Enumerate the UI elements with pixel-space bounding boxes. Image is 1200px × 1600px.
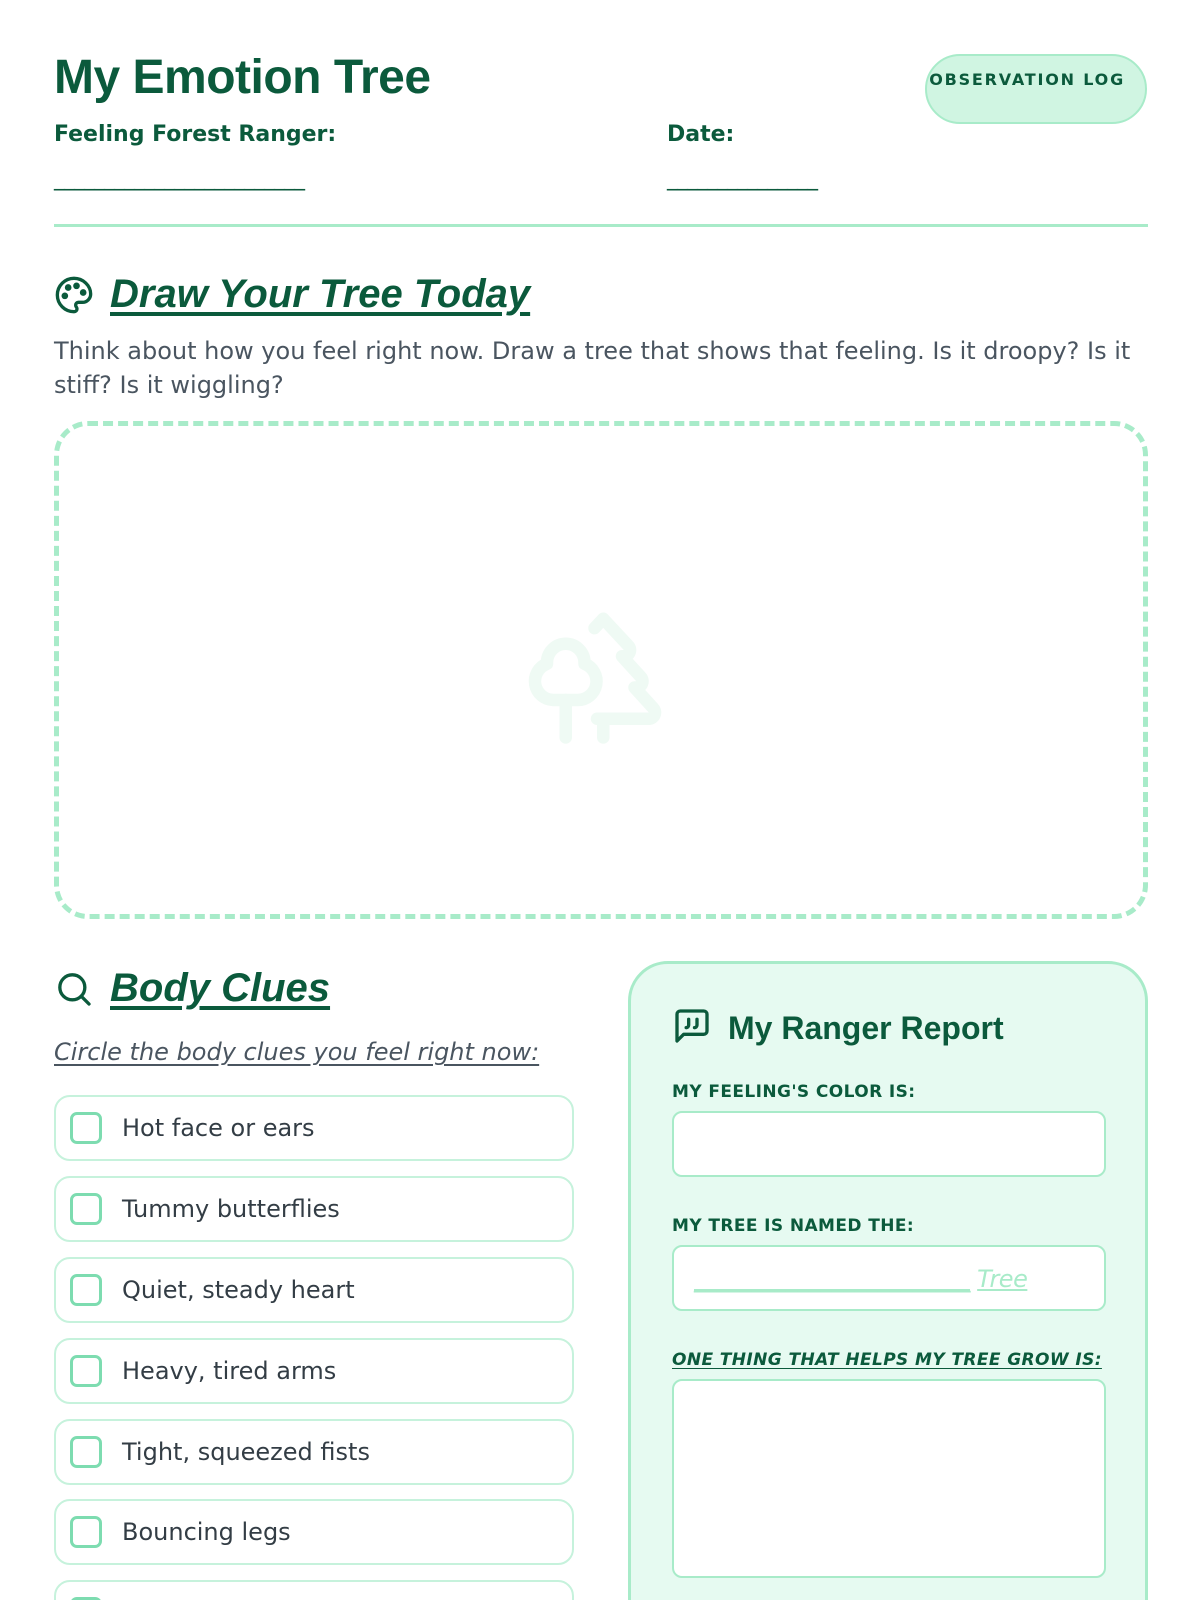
observation-log-badge: OBSERVATION LOG xyxy=(925,54,1147,124)
clue-checkbox[interactable] xyxy=(70,1112,102,1144)
clue-checkbox[interactable] xyxy=(70,1274,102,1306)
body-clue-item[interactable] xyxy=(54,1499,574,1565)
body-clues-heading xyxy=(54,966,330,1011)
draw-section-heading xyxy=(54,272,530,317)
body-clues-subtitle: Circle the body clues you feel right now: xyxy=(54,1038,540,1066)
clue-checkbox[interactable] xyxy=(70,1516,102,1548)
clue-label: Heavy, tired arms xyxy=(122,1357,337,1385)
clue-label: Tummy butterflies xyxy=(122,1195,340,1223)
clue-label: Hot face or ears xyxy=(122,1114,315,1142)
trees-icon xyxy=(522,600,672,754)
clue-label: Tight, squeezed fists xyxy=(122,1438,370,1466)
page-title: My Emotion Tree xyxy=(54,51,431,104)
body-clues-title: Body Clues xyxy=(110,966,331,1010)
date-line[interactable]: _______________ xyxy=(667,166,817,191)
body-clue-item[interactable] xyxy=(54,1095,574,1161)
clue-checkbox[interactable] xyxy=(70,1436,102,1468)
body-clue-item[interactable] xyxy=(54,1338,574,1404)
ranger-name-label: Feeling Forest Ranger: xyxy=(54,122,337,147)
palette-icon xyxy=(54,275,94,315)
header-divider xyxy=(54,224,1148,227)
body-clue-item[interactable] xyxy=(54,1176,574,1242)
clue-label: Quiet, steady heart xyxy=(122,1276,355,1304)
speech-bubble-icon xyxy=(672,1006,712,1050)
feeling-color-label: MY FEELING'S COLOR IS: xyxy=(672,1082,916,1102)
ranger-report-title: My Ranger Report xyxy=(728,1009,1004,1046)
body-clue-item[interactable] xyxy=(54,1419,574,1485)
tree-grow-field[interactable] xyxy=(672,1379,1106,1578)
clue-checkbox[interactable] xyxy=(70,1193,102,1225)
date-label: Date: xyxy=(667,122,735,147)
body-clue-item[interactable] xyxy=(54,1580,574,1600)
feeling-color-field[interactable] xyxy=(672,1111,1106,1177)
clue-checkbox[interactable] xyxy=(70,1355,102,1387)
ranger-name-line[interactable]: _________________________ xyxy=(54,166,304,191)
tree-grow-label: ONE THING THAT HELPS MY TREE GROW IS: xyxy=(672,1350,1102,1370)
tree-name-label: MY TREE IS NAMED THE: xyxy=(672,1216,915,1236)
search-icon xyxy=(54,969,94,1009)
body-clue-item[interactable] xyxy=(54,1257,574,1323)
tree-name-field[interactable] xyxy=(672,1245,1106,1311)
ranger-report-heading xyxy=(672,1006,1004,1050)
tree-name-suffix: Tree xyxy=(977,1265,1028,1293)
tree-name-blank: ________________________ Tree xyxy=(694,1265,1028,1293)
clue-label: Bouncing legs xyxy=(122,1518,291,1546)
draw-instructions: Think about how you feel right now. Draw a tree that shows that feeling. Is it droopy? Is it stiff? Is it wiggling? xyxy=(54,337,1131,399)
draw-section-title: Draw Your Tree Today xyxy=(110,272,531,316)
